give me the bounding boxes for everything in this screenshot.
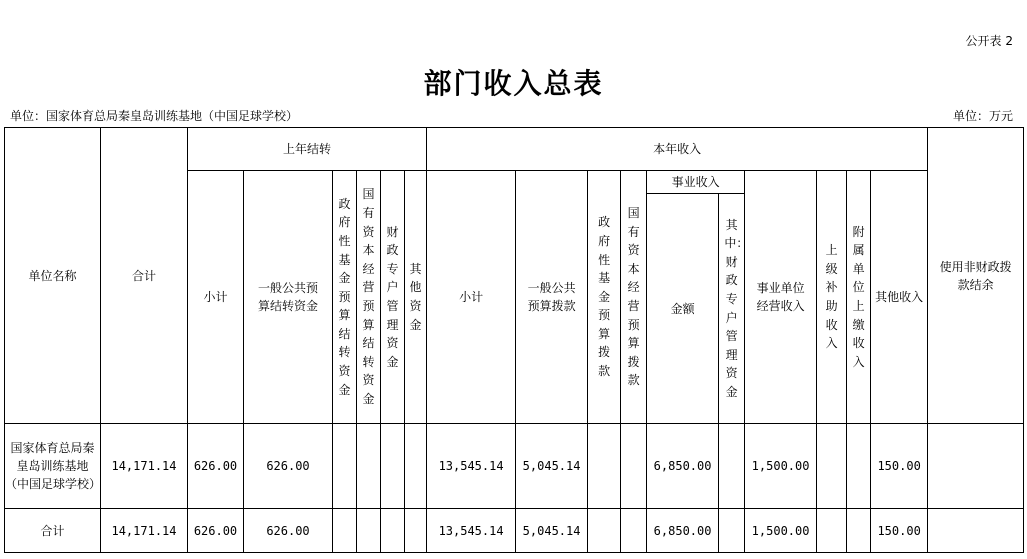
row-cur-superior	[817, 424, 847, 509]
header-prev-state-capital: 国有资本经营预算结转资金	[357, 171, 381, 424]
total-row-cur-affiliated	[847, 509, 871, 553]
total-row-cur-gov-fund	[588, 509, 621, 553]
total-row-cur-superior	[817, 509, 847, 553]
row-prev-general: 626.00	[244, 424, 333, 509]
header-cur-gov-fund: 政府性基金预算拨款	[588, 171, 621, 424]
header-cur-superior: 上级补助收入	[817, 171, 847, 424]
row-cur-operating: 1,500.00	[745, 424, 817, 509]
total-row-total: 14,171.14	[101, 509, 188, 553]
row-cur-state-capital	[621, 424, 647, 509]
header-row-1	[5, 128, 1024, 171]
row-cur-business-special	[719, 424, 745, 509]
header-non-fiscal: 使用非财政拨款结余	[928, 128, 1024, 424]
header-cur-state-capital: 国有资本经营预算拨款	[621, 171, 647, 424]
total-row-cur-general: 5,045.14	[516, 509, 588, 553]
header-cur-business-special: 其中：财政专户管理资金	[719, 194, 745, 424]
reporting-unit: 单位：国家体育总局秦皇岛训练基地（中国足球学校）	[10, 109, 299, 123]
total-row-cur-business-amount: 6,850.00	[647, 509, 719, 553]
row-cur-other: 150.00	[871, 424, 928, 509]
currency-unit: 单位：万元	[952, 109, 1013, 123]
row-cur-gov-fund	[588, 424, 621, 509]
header-cur-business-amount: 金额	[647, 194, 719, 424]
header-prev-year: 上年结转	[188, 128, 427, 171]
row-prev-other	[405, 424, 427, 509]
header-cur-subtotal: 小计	[427, 171, 516, 424]
row-non-fiscal	[928, 424, 1024, 509]
total-row-cur-business-special	[719, 509, 745, 553]
row-cur-business-amount: 6,850.00	[647, 424, 719, 509]
header-cur-general: 一般公共预算拨款	[516, 171, 588, 424]
page-title: 部门收入总表	[423, 67, 604, 100]
table-row	[5, 424, 1024, 509]
header-cur-other: 其他收入	[871, 171, 928, 424]
header-prev-other: 其他资金	[405, 171, 427, 424]
header-total: 合计	[101, 128, 188, 424]
total-row-prev-other	[405, 509, 427, 553]
header-prev-general: 一般公共预算结转资金	[244, 171, 333, 424]
header-prev-gov-fund: 政府性基金预算结转资金	[333, 171, 357, 424]
total-row-non-fiscal	[928, 509, 1024, 553]
total-row-prev-special	[381, 509, 405, 553]
header-cur-affiliated: 附属单位上缴收入	[847, 171, 871, 424]
total-row-prev-subtotal: 626.00	[188, 509, 244, 553]
total-row-cur-subtotal: 13,545.14	[427, 509, 516, 553]
header-current-year: 本年收入	[427, 128, 928, 171]
header-unit-name: 单位名称	[5, 128, 101, 424]
row-cur-affiliated	[847, 424, 871, 509]
header-cur-operating: 事业单位经营收入	[745, 171, 817, 424]
total-row	[5, 509, 1024, 553]
row-prev-special	[381, 424, 405, 509]
total-row-label: 合计	[5, 509, 101, 553]
income-summary-table	[4, 127, 1024, 553]
total-row-cur-other: 150.00	[871, 509, 928, 553]
row-prev-subtotal: 626.00	[188, 424, 244, 509]
row-cur-general: 5,045.14	[516, 424, 588, 509]
row-prev-gov-fund	[333, 424, 357, 509]
total-row-prev-state-capital	[357, 509, 381, 553]
row-total: 14,171.14	[101, 424, 188, 509]
document-code: 公开表 2	[965, 34, 1013, 48]
total-row-prev-gov-fund	[333, 509, 357, 553]
header-prev-special: 财政专户管理资金	[381, 171, 405, 424]
total-row-cur-state-capital	[621, 509, 647, 553]
row-prev-state-capital	[357, 424, 381, 509]
row-unit-name: 国家体育总局秦皇岛训练基地（中国足球学校）	[5, 424, 101, 509]
header-cur-business: 事业收入	[647, 171, 745, 194]
total-row-cur-operating: 1,500.00	[745, 509, 817, 553]
row-cur-subtotal: 13,545.14	[427, 424, 516, 509]
header-prev-subtotal: 小计	[188, 171, 244, 424]
total-row-prev-general: 626.00	[244, 509, 333, 553]
